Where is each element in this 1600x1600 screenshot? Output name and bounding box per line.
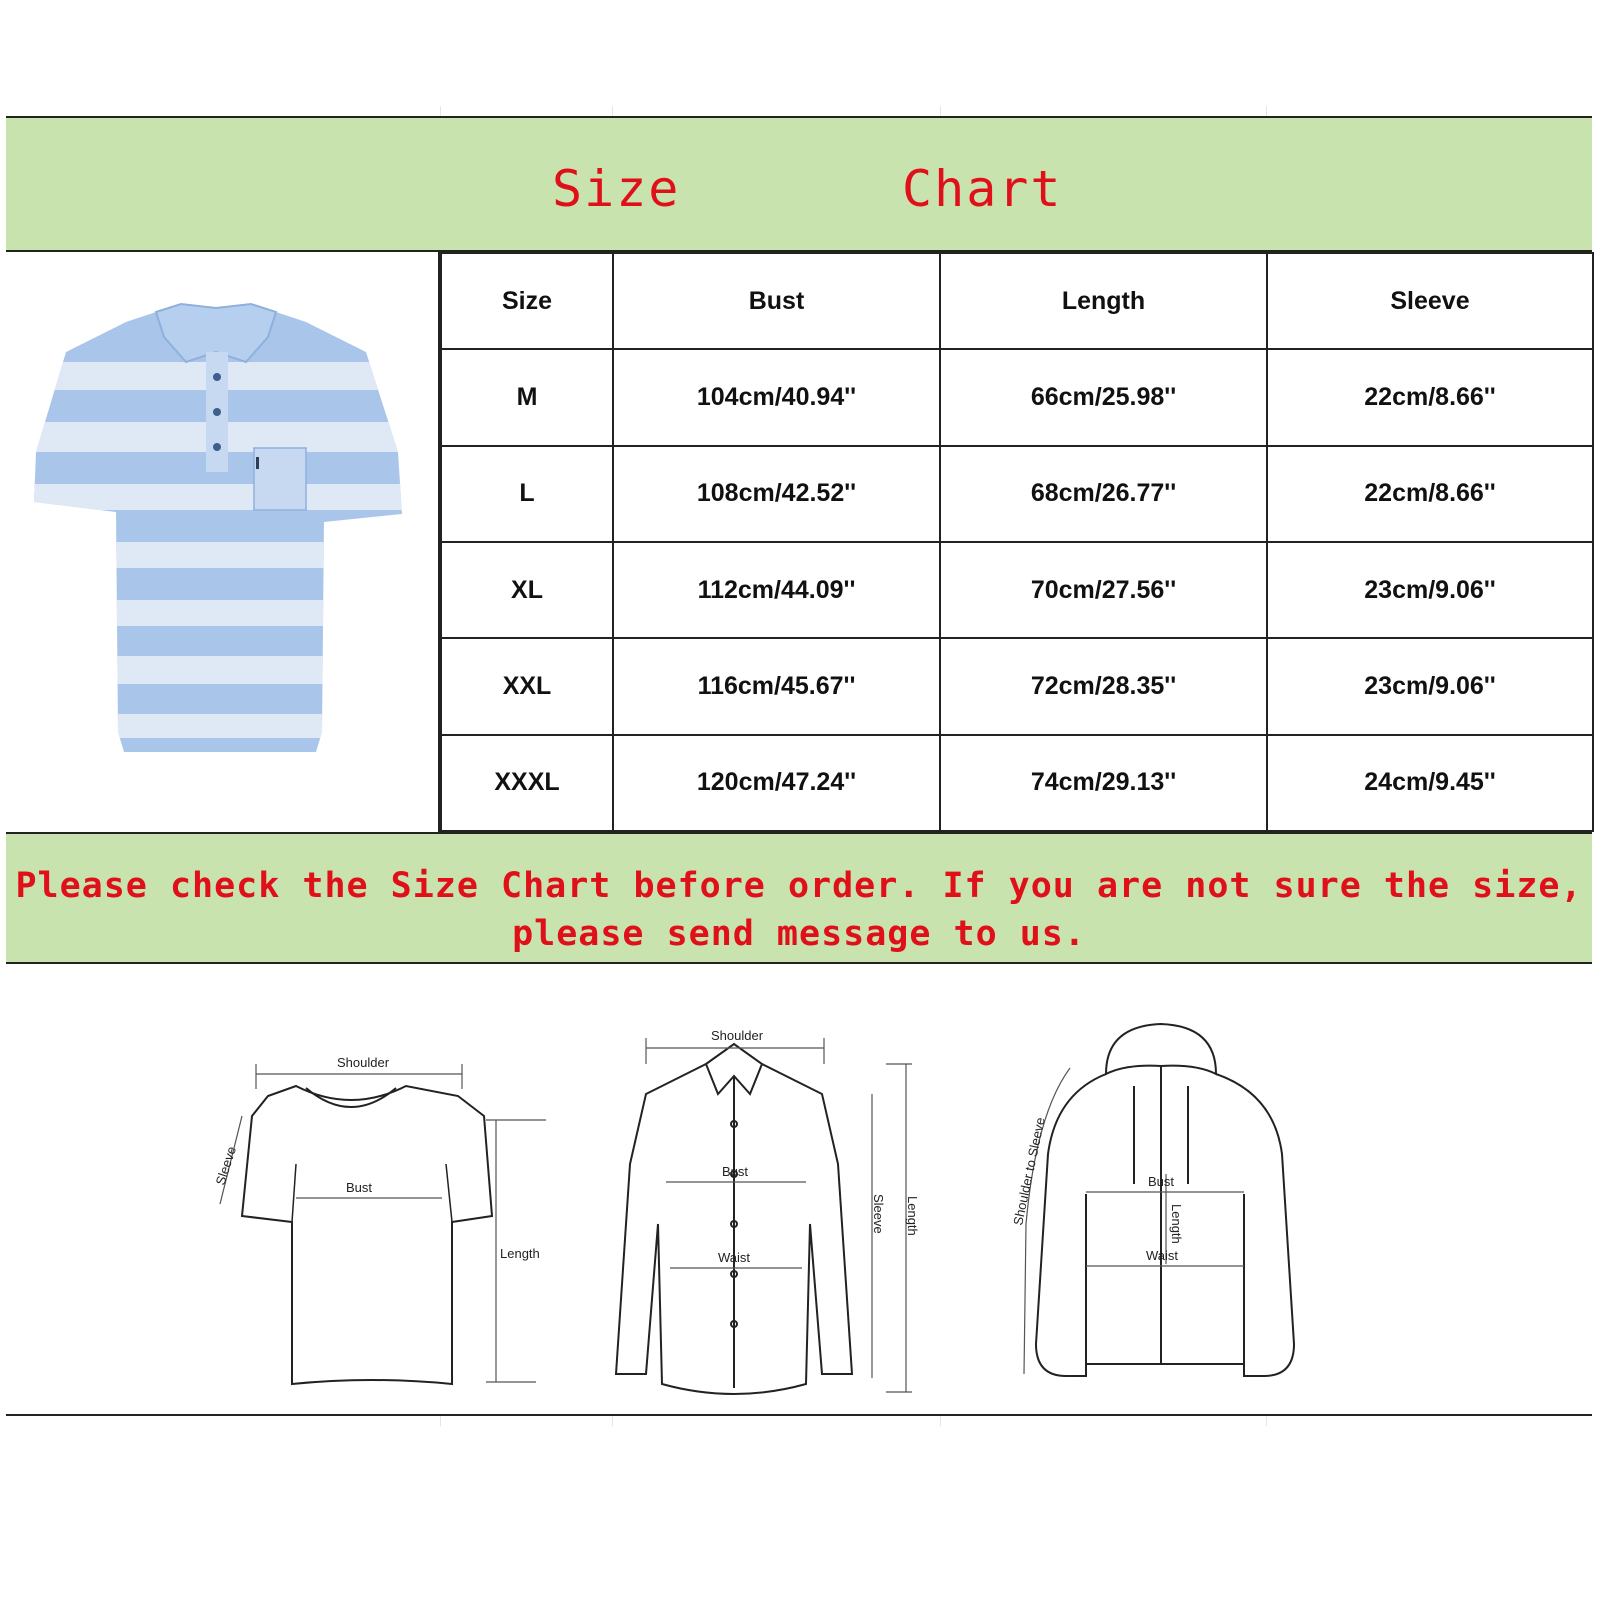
cell-length: 66cm/25.98'' xyxy=(940,349,1267,445)
tshirt-bust-label: Bust xyxy=(346,1180,373,1195)
measurement-diagrams xyxy=(6,964,1592,1416)
diagram-canvas xyxy=(6,964,1592,1414)
shirt-waist-label: Waist xyxy=(718,1250,751,1265)
title-word-chart: Chart xyxy=(902,160,1063,218)
polo-shirt-illustration xyxy=(6,252,438,832)
button-dot xyxy=(213,443,221,451)
header-bust: Bust xyxy=(613,253,940,349)
shirt-bust-label: Bust xyxy=(722,1164,749,1179)
title-word-size: Size xyxy=(552,160,681,218)
cell-length: 72cm/28.35'' xyxy=(940,638,1267,734)
hoodie-shoulder-to-sleeve-label: Shoulder to Sleeve xyxy=(1010,1116,1048,1227)
notice-line-1: Please check the Size Chart before order. If you are not sure the size, xyxy=(15,866,1583,906)
title-banner xyxy=(6,116,1592,252)
cell-size: XXXL xyxy=(441,735,613,831)
table-row xyxy=(441,542,1593,638)
cell-size: M xyxy=(441,349,613,445)
cell-sleeve: 24cm/9.45'' xyxy=(1267,735,1593,831)
cell-bust: 116cm/45.67'' xyxy=(613,638,940,734)
cell-sleeve: 22cm/8.66'' xyxy=(1267,349,1593,445)
hoodie-diagram xyxy=(1024,1024,1294,1376)
cell-length: 70cm/27.56'' xyxy=(940,542,1267,638)
cell-length: 68cm/26.77'' xyxy=(940,446,1267,542)
button-dot xyxy=(213,373,221,381)
product-photo xyxy=(6,252,440,832)
cell-bust: 108cm/42.52'' xyxy=(613,446,940,542)
table-row xyxy=(441,638,1593,734)
tshirt-length-label: Length xyxy=(500,1246,540,1261)
hoodie-length-label: Length xyxy=(1169,1204,1184,1244)
hoodie-bust-label: Bust xyxy=(1148,1174,1175,1189)
table-header-row xyxy=(441,253,1593,349)
shirt-length-label: Length xyxy=(905,1196,920,1236)
table-row xyxy=(441,735,1593,831)
tshirt-diagram xyxy=(220,1064,546,1384)
table-row xyxy=(441,349,1593,445)
cell-bust: 120cm/47.24'' xyxy=(613,735,940,831)
shirt-diagram xyxy=(616,1038,912,1394)
chest-pocket xyxy=(254,448,306,510)
header-size: Size xyxy=(441,253,613,349)
shirt-sleeve-label: Sleeve xyxy=(871,1194,886,1234)
notice-line-2: please send message to us. xyxy=(512,914,1086,954)
table-row xyxy=(441,446,1593,542)
cell-length: 74cm/29.13'' xyxy=(940,735,1267,831)
button-dot xyxy=(213,408,221,416)
cell-sleeve: 22cm/8.66'' xyxy=(1267,446,1593,542)
cell-size: XXL xyxy=(441,638,613,734)
cell-sleeve: 23cm/9.06'' xyxy=(1267,542,1593,638)
hoodie-waist-label: Waist xyxy=(1146,1248,1179,1263)
header-length: Length xyxy=(940,253,1267,349)
cell-bust: 112cm/44.09'' xyxy=(613,542,940,638)
cell-size: L xyxy=(441,446,613,542)
cell-bust: 104cm/40.94'' xyxy=(613,349,940,445)
size-table xyxy=(440,252,1594,832)
tshirt-shoulder-label: Shoulder xyxy=(337,1055,390,1070)
shirt-shoulder-label: Shoulder xyxy=(711,1028,764,1043)
notice-banner xyxy=(6,832,1592,964)
header-sleeve: Sleeve xyxy=(1267,253,1593,349)
cell-size: XL xyxy=(441,542,613,638)
cell-sleeve: 23cm/9.06'' xyxy=(1267,638,1593,734)
tshirt-sleeve-label: Sleeve xyxy=(212,1144,240,1187)
